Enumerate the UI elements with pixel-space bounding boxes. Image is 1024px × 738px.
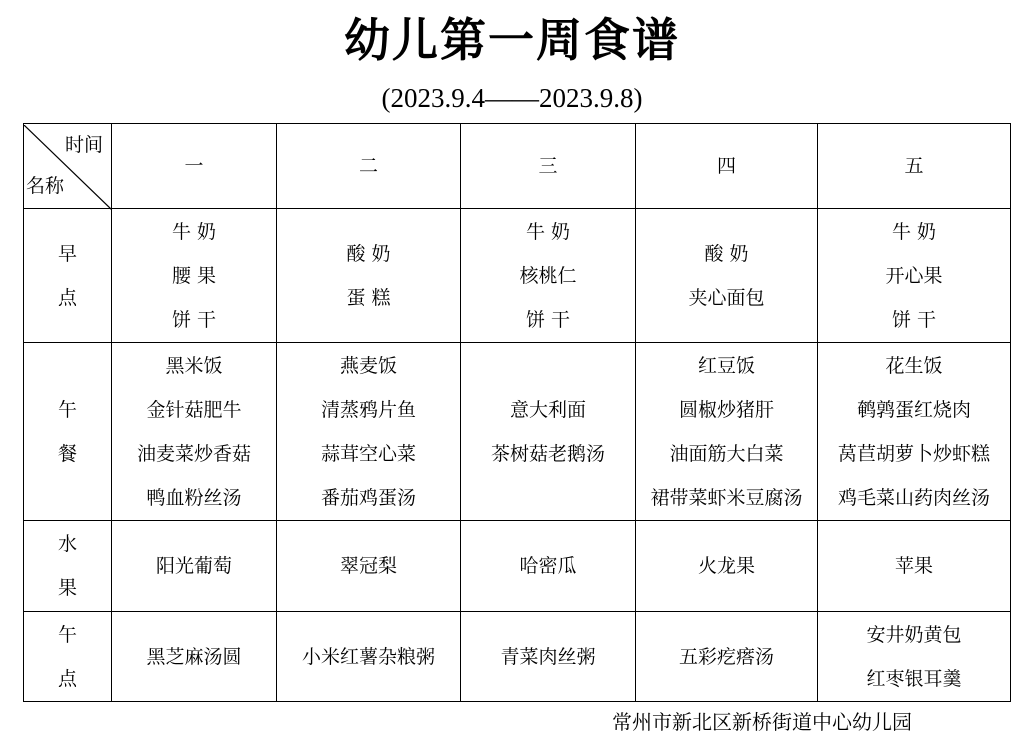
row-label-lunch bbox=[24, 343, 112, 521]
kindergarten-name: 常州市新北区新桥街道中心幼儿园 bbox=[612, 710, 912, 734]
menu-item: 五彩疙瘩汤 bbox=[678, 645, 774, 668]
row-afternoon-snack bbox=[24, 612, 1011, 702]
header-row bbox=[24, 124, 1011, 209]
menu-cell bbox=[112, 209, 277, 343]
menu-item: 鸭血粉丝汤 bbox=[146, 486, 242, 509]
menu-item: 牛 奶 bbox=[891, 220, 937, 243]
menu-item: 清蒸鸦片鱼 bbox=[320, 398, 416, 421]
menu-cell bbox=[277, 612, 461, 702]
menu-cell bbox=[461, 209, 636, 343]
menu-item: 饼 干 bbox=[171, 308, 217, 331]
row-label-afternoon-snack bbox=[24, 612, 112, 702]
row-label-char: 午 bbox=[57, 623, 77, 646]
menu-cell bbox=[277, 209, 461, 343]
menu-cell bbox=[461, 612, 636, 702]
menu-item: 黑芝麻汤圆 bbox=[146, 645, 242, 668]
corner-cell bbox=[24, 124, 112, 209]
menu-item: 蒜茸空心菜 bbox=[320, 442, 416, 465]
menu-item: 圆椒炒猪肝 bbox=[678, 398, 774, 421]
menu-item: 莴苣胡萝卜炒虾糕 bbox=[837, 442, 990, 465]
menu-cell bbox=[277, 521, 461, 612]
menu-item: 苹果 bbox=[894, 555, 933, 577]
menu-item: 夹心面包 bbox=[688, 286, 765, 309]
row-label-fruit bbox=[24, 521, 112, 612]
menu-item: 酸 奶 bbox=[704, 242, 749, 265]
menu-item: 开心果 bbox=[885, 264, 943, 287]
menu-item: 火龙果 bbox=[697, 555, 755, 577]
corner-name-label: 名称 bbox=[26, 174, 65, 197]
menu-item: 花生饭 bbox=[885, 354, 943, 377]
menu-item: 裙带菜虾米豆腐汤 bbox=[650, 486, 803, 509]
menu-item: 意大利面 bbox=[509, 398, 586, 421]
menu-item: 腰 果 bbox=[171, 264, 217, 287]
day-header: 一 bbox=[112, 124, 277, 209]
page-title: 幼儿第一周食谱 bbox=[344, 13, 680, 67]
menu-item: 翠冠梨 bbox=[339, 555, 397, 577]
corner-time-label: 时间 bbox=[64, 133, 103, 156]
day-header: 五 bbox=[818, 124, 1011, 209]
menu-cell bbox=[818, 343, 1011, 521]
menu-item: 酸 奶 bbox=[346, 242, 391, 265]
row-label-breakfast bbox=[24, 209, 112, 343]
menu-item: 红枣银耳羹 bbox=[866, 667, 962, 690]
row-label-char: 点 bbox=[57, 667, 77, 690]
menu-item: 哈密瓜 bbox=[519, 555, 577, 577]
day-header: 四 bbox=[636, 124, 818, 209]
day-header: 三 bbox=[461, 124, 636, 209]
row-label-char: 早 bbox=[57, 242, 77, 265]
date-range: (2023.9.4——2023.9.8) bbox=[381, 83, 643, 113]
menu-cell bbox=[112, 612, 277, 702]
menu-cell bbox=[818, 521, 1011, 612]
menu-item: 阳光葡萄 bbox=[155, 555, 232, 577]
menu-item: 黑米饭 bbox=[165, 354, 223, 377]
row-label-char: 午 bbox=[57, 398, 77, 421]
menu-item: 蛋 糕 bbox=[346, 286, 391, 309]
menu-item: 油面筋大白菜 bbox=[669, 442, 784, 465]
menu-cell bbox=[277, 343, 461, 521]
menu-cell bbox=[636, 209, 818, 343]
menu-item: 鹌鹑蛋红烧肉 bbox=[856, 398, 971, 421]
row-label-char: 餐 bbox=[57, 442, 77, 465]
menu-item: 油麦菜炒香菇 bbox=[136, 442, 251, 465]
menu-item: 核桃仁 bbox=[519, 264, 577, 287]
day-header: 二 bbox=[277, 124, 461, 209]
row-label-char: 水 bbox=[57, 533, 77, 555]
menu-item: 安井奶黄包 bbox=[866, 623, 962, 646]
menu-item: 金针菇肥牛 bbox=[146, 398, 242, 421]
row-label-char: 果 bbox=[57, 577, 77, 599]
row-breakfast bbox=[24, 209, 1011, 343]
menu-cell bbox=[818, 209, 1011, 343]
menu-cell bbox=[112, 343, 277, 521]
menu-item: 饼 干 bbox=[525, 308, 571, 331]
menu-cell bbox=[636, 521, 818, 612]
menu-cell bbox=[461, 521, 636, 612]
menu-item: 燕麦饭 bbox=[339, 354, 397, 377]
menu-cell bbox=[818, 612, 1011, 702]
menu-cell bbox=[112, 521, 277, 612]
menu-item: 饼 干 bbox=[891, 308, 937, 331]
menu-table bbox=[23, 123, 1011, 702]
menu-item: 茶树菇老鹅汤 bbox=[490, 442, 605, 465]
menu-item: 牛 奶 bbox=[525, 220, 571, 243]
menu-cell bbox=[636, 612, 818, 702]
menu-item: 鸡毛菜山药肉丝汤 bbox=[837, 486, 990, 509]
menu-item: 青菜肉丝粥 bbox=[500, 645, 596, 668]
menu-item: 小米红薯杂粮粥 bbox=[301, 645, 435, 668]
menu-item: 番茄鸡蛋汤 bbox=[320, 486, 416, 509]
menu-item: 红豆饭 bbox=[697, 354, 755, 377]
menu-item: 牛 奶 bbox=[171, 220, 217, 243]
menu-cell bbox=[461, 343, 636, 521]
row-fruit bbox=[24, 521, 1011, 612]
row-lunch bbox=[24, 343, 1011, 521]
menu-cell bbox=[636, 343, 818, 521]
row-label-char: 点 bbox=[57, 286, 77, 309]
